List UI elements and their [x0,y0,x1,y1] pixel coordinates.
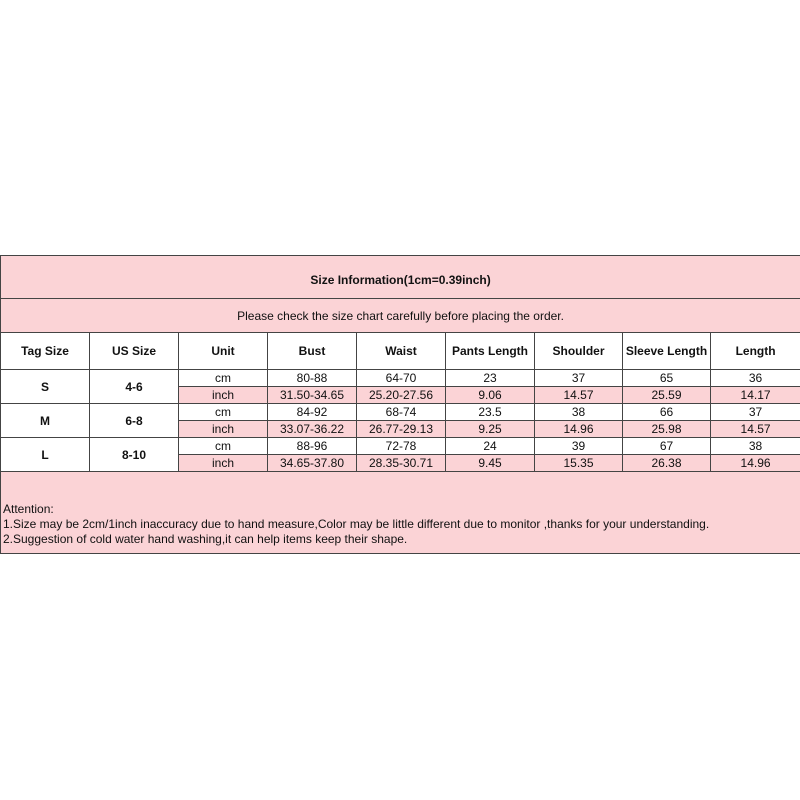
sleeve-length-cell: 65 [623,370,711,387]
sleeve-length-cell: 67 [623,438,711,455]
shoulder-cell: 14.57 [535,387,623,404]
bust-cell: 33.07-36.22 [268,421,357,438]
chart-title: Size Information(1cm=0.39inch) [1,256,800,299]
attention-block [1,502,800,554]
attention-line: 1.Size may be 2cm/1inch inaccuracy due to hand measure,Color may be little different due to monitor ,thanks for your understanding. [3,517,710,531]
sleeve-length-cell: 25.98 [623,421,711,438]
waist-cell: 64-70 [357,370,446,387]
spacer-row [1,472,800,503]
unit-cell: cm [179,370,268,387]
attention-line: 2.Suggestion of cold water hand washing,it can help items keep their shape. [3,532,408,546]
pants-length-cell: 24 [446,438,535,455]
length-cell: 38 [711,438,800,455]
bust-cell: 31.50-34.65 [268,387,357,404]
shoulder-cell: 15.35 [535,455,623,472]
pants-length-cell: 23 [446,370,535,387]
bust-cell: 84-92 [268,404,357,421]
length-cell: 36 [711,370,800,387]
waist-cell: 28.35-30.71 [357,455,446,472]
header-tag-size: Tag Size [1,333,90,370]
header-bust: Bust [268,333,357,370]
title-row [1,256,800,299]
sleeve-length-cell: 25.59 [623,387,711,404]
shoulder-cell: 14.96 [535,421,623,438]
unit-cell: inch [179,421,268,438]
tag-size-cell: S [1,370,90,404]
length-cell: 14.57 [711,421,800,438]
sleeve-length-cell: 26.38 [623,455,711,472]
header-pants-length: Pants Length [446,333,535,370]
shoulder-cell: 39 [535,438,623,455]
size-chart [0,255,800,554]
pants-length-cell: 9.06 [446,387,535,404]
table-row [1,404,800,421]
waist-cell: 72-78 [357,438,446,455]
header-waist: Waist [357,333,446,370]
bust-cell: 34.65-37.80 [268,455,357,472]
tag-size-cell: L [1,438,90,472]
header-unit: Unit [179,333,268,370]
notice-row [1,299,800,333]
bust-cell: 88-96 [268,438,357,455]
tag-size-cell: M [1,404,90,438]
shoulder-cell: 37 [535,370,623,387]
table-row [1,370,800,387]
waist-cell: 26.77-29.13 [357,421,446,438]
length-cell: 14.96 [711,455,800,472]
length-cell: 14.17 [711,387,800,404]
us-size-cell: 6-8 [90,404,179,438]
pants-length-cell: 23.5 [446,404,535,421]
waist-cell: 68-74 [357,404,446,421]
chart-notice: Please check the size chart carefully before placing the order. [1,299,800,333]
pants-length-cell: 9.25 [446,421,535,438]
us-size-cell: 8-10 [90,438,179,472]
sleeve-length-cell: 66 [623,404,711,421]
unit-cell: cm [179,438,268,455]
unit-cell: inch [179,455,268,472]
shoulder-cell: 38 [535,404,623,421]
header-length: Length [711,333,800,370]
waist-cell: 25.20-27.56 [357,387,446,404]
attention-row [1,502,800,554]
size-table [0,255,800,554]
unit-cell: cm [179,404,268,421]
unit-cell: inch [179,387,268,404]
bust-cell: 80-88 [268,370,357,387]
header-sleeve-length: Sleeve Length [623,333,711,370]
attention-heading: Attention: [3,502,54,516]
us-size-cell: 4-6 [90,370,179,404]
table-row [1,438,800,455]
header-row [1,333,800,370]
header-us-size: US Size [90,333,179,370]
length-cell: 37 [711,404,800,421]
header-shoulder: Shoulder [535,333,623,370]
pants-length-cell: 9.45 [446,455,535,472]
